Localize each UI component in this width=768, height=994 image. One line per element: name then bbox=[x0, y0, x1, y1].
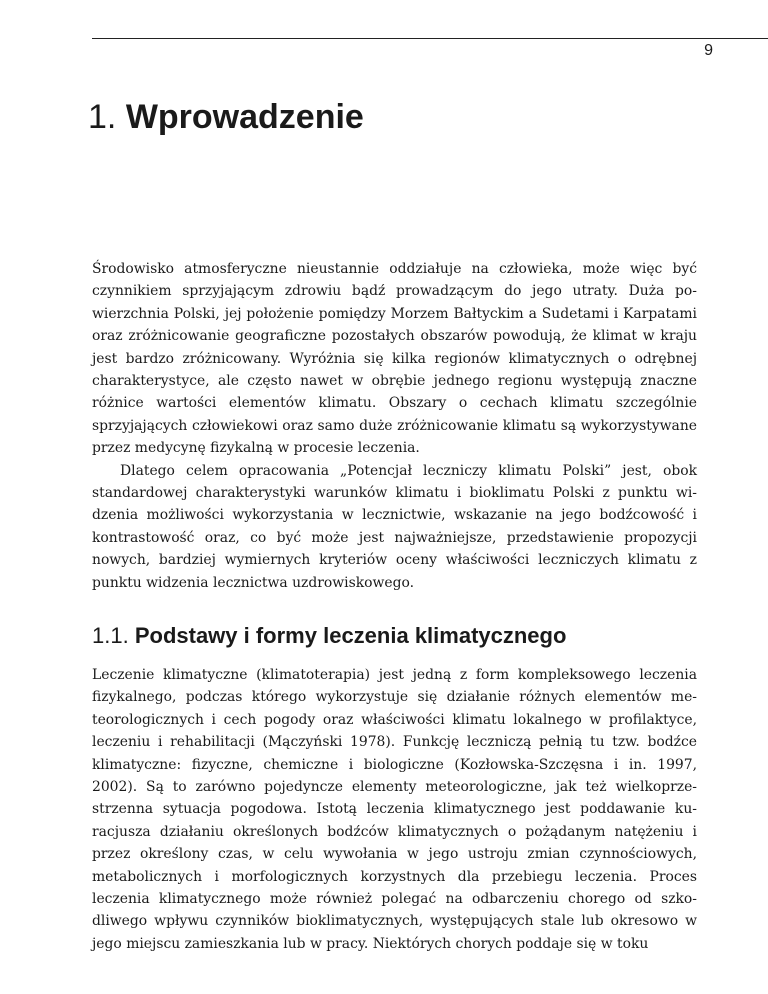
intro-paragraph-1: Środowisko atmosferyczne nieustannie oddziałuje na człowieka, może więc być czynnikiem sprzyjającym zdrowiu bądź prowadzącym do jego utraty. Duża powierzchnia Polski, jej położenie pomiędzy Morzem Bałtyckim a Sudetami i Karpatami oraz zróżnicowanie geograficzne pozostałych obszarów powodują, że klimat w kraju jest bardzo zróżnicowany. Wyróżnia się kilka regionów klimatycznych o odrębnej charakterystyce, ale często nawet w obrębie jednego regionu występują znaczne różnice wartości elementów klimatu. Obszary o cechach klimatu szczególnie sprzyjających człowiekowi oraz samo duże zróżnicowanie klimatu są wykorzystywane przez medycynę fizykalną w procesie leczenia. bbox=[92, 261, 697, 457]
section-number: 1.1. bbox=[92, 623, 129, 648]
chapter-title: Wprowadzenie bbox=[125, 98, 364, 136]
header-rule bbox=[92, 38, 768, 39]
section-title: Podstawy i formy leczenia klimatycznego bbox=[134, 623, 567, 648]
chapter-heading bbox=[88, 98, 364, 137]
page-number: 9 bbox=[704, 42, 713, 59]
section-text bbox=[92, 664, 697, 955]
section-heading bbox=[92, 623, 566, 649]
section-paragraph-1: Leczenie klimatyczne (klimatoterapia) jest jedną z form kompleksowego leczenia fizykalnego, podczas którego wykorzystuje się działanie różnych elementów meteorologicznych i cech pogody oraz właściwości klimatu lokalnego w profilaktyce, leczeniu i rehabilitacji (Mączyński 1978). Funkcję leczniczą pełnią tu tzw. bodźce klimatyczne: fizyczne, chemiczne i biologiczne (Kozłowska-Szczęsna i in. 1997, 2002). Są to zarówno pojedyncze elementy meteorologiczne, jak też wielkoprzestrzenna sytuacja pogodowa. Istotą leczenia klimatycznego jest poddawanie kuracjusza działaniu określonych bodźców klimatycznych o pożądanym natężeniu i przez określony czas, w celu wywołania w jego ustroju zmian czynnościowych, metabolicznych i morfologicznych korzystnych dla przebiegu leczenia. Proces leczenia klimatycznego może również polegać na odbarczeniu chorego od szkodliwego wpływu czynników bioklimatycznych, występujących stale lub okresowo w jego miejscu zamieszkania lub w pracy. Niektórych chorych poddaje się w toku bbox=[92, 667, 697, 952]
intro-paragraph-2: Dlatego celem opracowania „Potencjał leczniczy klimatu Polski” jest, obok standardowej charakterystyki warunków klimatu i bioklimatu Polski z punktu widzenia możliwości wykorzystania w lecznictwie, wskazanie na jego bodźcowość i kontrastowość oraz, co być może jest najważniejsze, przedstawienie propozycji nowych, bardziej wymiernych kryteriów oceny właściwości leczniczych klimatu z punktu widzenia lecznictwa uzdrowiskowego. bbox=[92, 462, 697, 591]
chapter-number: 1. bbox=[88, 98, 117, 136]
intro-text bbox=[92, 258, 697, 594]
